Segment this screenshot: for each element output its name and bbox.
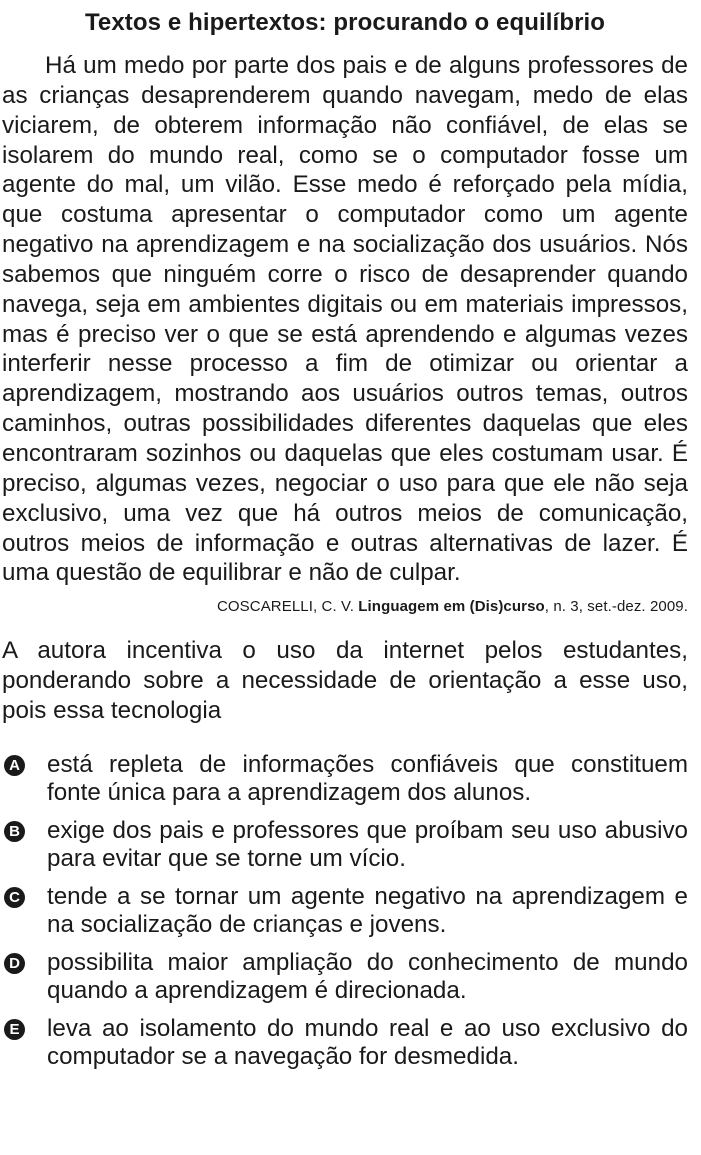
option-b-letter-badge: B <box>4 821 25 842</box>
option-e-letter-badge: E <box>4 1019 25 1040</box>
option-a-letter-badge: A <box>4 755 25 776</box>
passage-text: Há um medo por parte dos pais e de alguns professores de as crianças desaprenderem quando navegam, medo de elas viciarem, de obterem informação não confiável, de elas se isolarem do mundo real, como se o computador fosse um agente do mal, um vilão. Esse medo é reforçado pela mídia, que costuma apresentar o computador como um agente negativo na aprendizagem e na socialização dos usuários. Nós sabemos que ninguém corre o risco de desaprender quando navega, seja em ambientes digitais ou em materiais impressos, mas é preciso ver o que se está aprendendo e algumas vezes interferir nesse processo a fim de otimizar ou orientar a aprendizagem, mostrando aos usuários outros temas, outros caminhos, outras possibilidades diferentes daquelas que eles encontraram sozinhos ou daquelas que eles costumam usar. É preciso, algumas vezes, negociar o uso para que ele não seja exclusivo, uma vez que há outros meios de comunicação, outros meios de informação e outras alternativas de lazer. É uma questão de equilibrar e não de culpar. <box>2 52 688 587</box>
option-e[interactable] <box>2 1015 688 1072</box>
citation-author: COSCARELLI, C. V. <box>216 598 359 616</box>
option-d-letter-badge: D <box>4 953 25 974</box>
option-c-letter-badge: C <box>4 887 25 908</box>
option-c-text: tende a se tornar um agente negativo na aprendizagem e na socialização de crianças e jovens. <box>47 882 688 939</box>
option-d[interactable] <box>2 949 688 1006</box>
answer-options <box>2 751 688 1072</box>
question-stem: A autora incentiva o uso da internet pelos estudantes, ponderando sobre a necessidade de orientação a esse uso, pois essa tecnologia <box>2 637 688 724</box>
citation <box>2 598 688 616</box>
citation-work: Linguagem em (Dis)curso <box>358 598 545 616</box>
option-a[interactable] <box>2 751 688 808</box>
option-b-text: exige dos pais e professores que proíbam seu uso abusivo para evitar que se torne um vício. <box>47 816 688 873</box>
option-b[interactable] <box>2 817 688 874</box>
option-e-text: leva ao isolamento do mundo real e ao uso exclusivo do computador se a navegação for desmedida. <box>47 1014 688 1071</box>
option-d-text: possibilita maior ampliação do conhecimento de mundo quando a aprendizagem é direcionada. <box>47 948 688 1005</box>
citation-details: , n. 3, set.-dez. 2009. <box>544 598 688 616</box>
option-c[interactable] <box>2 883 688 940</box>
passage-title: Textos e hipertextos: procurando o equilíbrio <box>84 9 606 36</box>
option-a-text: está repleta de informações confiáveis que constituem fonte única para a aprendizagem dos alunos. <box>47 750 688 807</box>
